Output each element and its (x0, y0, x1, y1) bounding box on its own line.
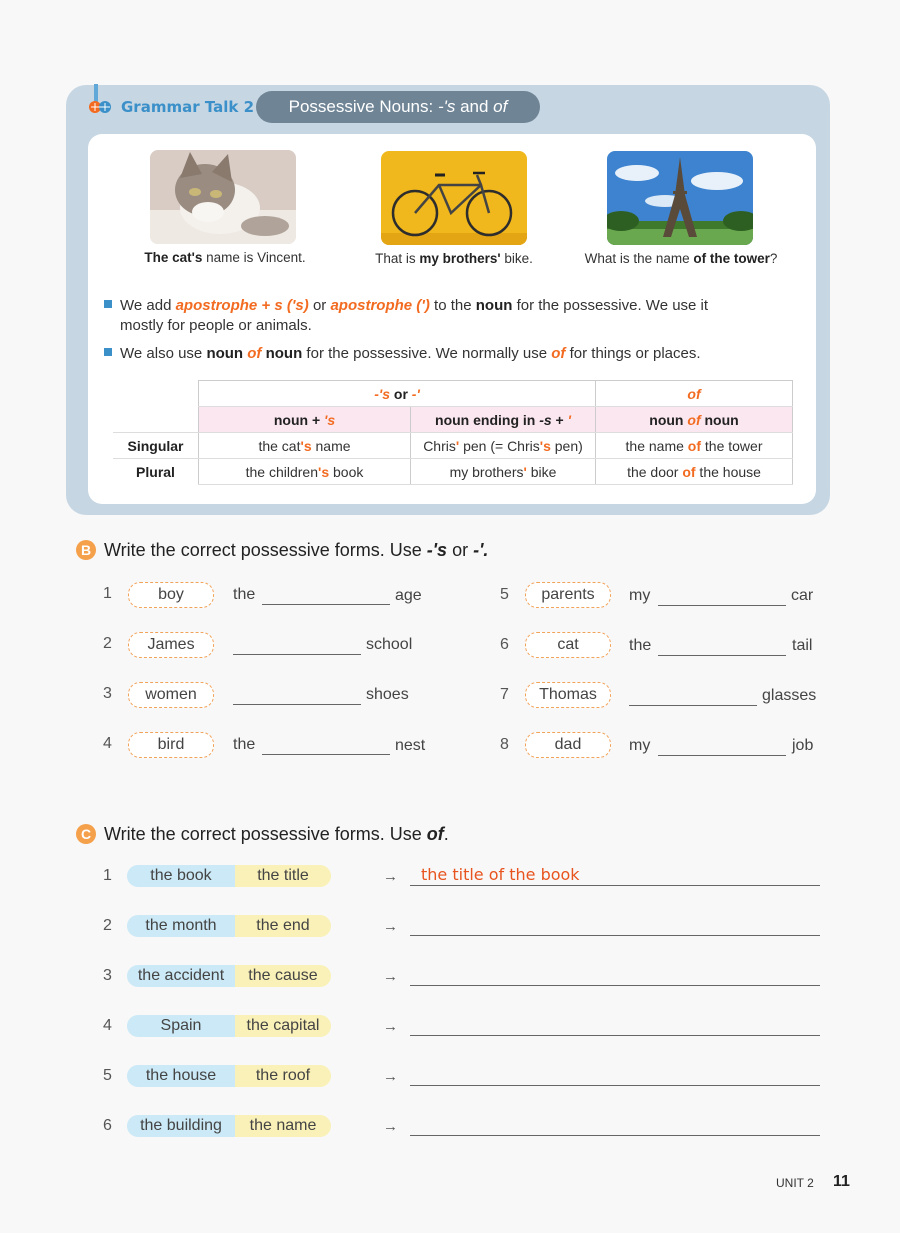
page-number: 11 (833, 1173, 850, 1190)
exercise-c-title: Write the correct possessive forms. Use of. (104, 824, 449, 844)
item-number: 1 (103, 585, 112, 602)
item-prefix: the (233, 736, 256, 753)
arrow-icon: → (383, 868, 398, 885)
answer-line[interactable] (410, 935, 820, 936)
unit-label: UNIT 2 (776, 1176, 814, 1190)
item-number: 3 (103, 685, 112, 702)
rule-bullet-1: We add apostrophe + s ('s) or apostrophe (') to the noun for the possessive. We use it mostly for people or animals. (104, 296, 708, 336)
answer-blank[interactable] (658, 755, 786, 756)
word-pair-first: the month (127, 915, 235, 937)
rule-bullet-2: We also use noun of noun for the possessive. We normally use of for things or places. (104, 344, 701, 364)
item-prefix: my (629, 737, 651, 754)
item-suffix: car (791, 587, 814, 604)
item-prefix: my (629, 587, 651, 604)
word-pair-first: the book (127, 865, 235, 887)
answer-line[interactable] (410, 985, 820, 986)
answer-line[interactable] (410, 1135, 820, 1136)
table-col-of: noun of noun (596, 407, 793, 433)
answer-blank[interactable] (262, 754, 390, 755)
exercise-b-icon: B (76, 540, 96, 560)
word-pill: parents (525, 582, 611, 608)
item-suffix: school (366, 636, 413, 653)
table-row: Singular the cat's name Chris' pen (= Chris's pen) the name of the tower (113, 433, 793, 459)
item-suffix: glasses (762, 687, 817, 704)
item-prefix: the (233, 586, 256, 603)
cat-photo (150, 150, 296, 244)
answer-blank[interactable] (233, 654, 361, 655)
eiffel-tower-photo (607, 151, 753, 245)
bullet-square-icon (104, 348, 112, 356)
word-pair-first: the house (127, 1065, 235, 1087)
item-suffix: shoes (366, 686, 409, 703)
answer-line[interactable] (410, 1085, 820, 1086)
item-number: 7 (500, 686, 509, 703)
bullet-square-icon (104, 300, 112, 308)
item-number: 6 (500, 636, 509, 653)
word-pill: bird (128, 732, 214, 758)
table-col-ending-s: noun ending in -s + ' (411, 407, 596, 433)
word-pair-second: the title (235, 865, 331, 887)
item-number: 2 (103, 917, 112, 934)
item-suffix: nest (395, 737, 426, 754)
item-suffix: tail (792, 637, 813, 654)
word-pair-second: the name (235, 1115, 331, 1137)
item-number: 4 (103, 735, 112, 752)
word-pair-first: the accident (127, 965, 235, 987)
table-group-s: -'s or -' (199, 381, 596, 407)
item-number: 5 (500, 586, 509, 603)
word-pill: cat (525, 632, 611, 658)
answer-blank[interactable] (262, 604, 390, 605)
answer-line[interactable] (410, 1035, 820, 1036)
answer-blank[interactable] (629, 705, 757, 706)
item-number: 3 (103, 967, 112, 984)
answer-blank[interactable] (658, 605, 786, 606)
word-pair-first: Spain (127, 1015, 235, 1037)
item-number: 8 (500, 736, 509, 753)
item-suffix: age (395, 587, 422, 604)
arrow-icon: → (383, 1118, 398, 1135)
item-number: 2 (103, 635, 112, 652)
word-pill: Thomas (525, 682, 611, 708)
word-pill: boy (128, 582, 214, 608)
answer-blank[interactable] (233, 704, 361, 705)
item-number: 1 (103, 867, 112, 884)
word-pill: James (128, 632, 214, 658)
item-suffix: job (792, 737, 814, 754)
table-col-noun-s: noun + 's (199, 407, 411, 433)
arrow-icon: → (383, 1018, 398, 1035)
answer-line[interactable] (410, 885, 820, 886)
word-pair-second: the capital (235, 1015, 331, 1037)
grammar-talk-icon (88, 100, 114, 114)
bike-caption: That is my brothers' bike. (375, 251, 533, 266)
arrow-icon: → (383, 968, 398, 985)
exercise-b-title: Write the correct possessive forms. Use -'s or -'. (104, 540, 489, 560)
word-pair-second: the cause (235, 965, 331, 987)
item-prefix: the (629, 637, 652, 654)
item-number: 5 (103, 1067, 112, 1084)
sample-answer: the title of the book (421, 865, 580, 884)
arrow-icon: → (383, 1068, 398, 1085)
word-pair-second: the roof (235, 1065, 331, 1087)
word-pill: dad (525, 732, 611, 758)
word-pair-first: the building (127, 1115, 235, 1137)
word-pill: women (128, 682, 214, 708)
table-row: Plural the children's book my brothers' bike the door of the house (113, 459, 793, 485)
grammar-talk-label: Grammar Talk 2 (121, 98, 255, 116)
possessive-table (113, 380, 793, 485)
bike-photo (381, 151, 527, 245)
word-pair-second: the end (235, 915, 331, 937)
grammar-title: Possessive Nouns: -'s and of (256, 91, 540, 123)
exercise-c-icon: C (76, 824, 96, 844)
cat-caption: The cat's name is Vincent. (144, 250, 306, 265)
item-number: 4 (103, 1017, 112, 1034)
arrow-icon: → (383, 918, 398, 935)
table-group-of: of (596, 381, 793, 407)
item-number: 6 (103, 1117, 112, 1134)
tower-caption: What is the name of the tower? (584, 251, 778, 266)
answer-blank[interactable] (658, 655, 786, 656)
